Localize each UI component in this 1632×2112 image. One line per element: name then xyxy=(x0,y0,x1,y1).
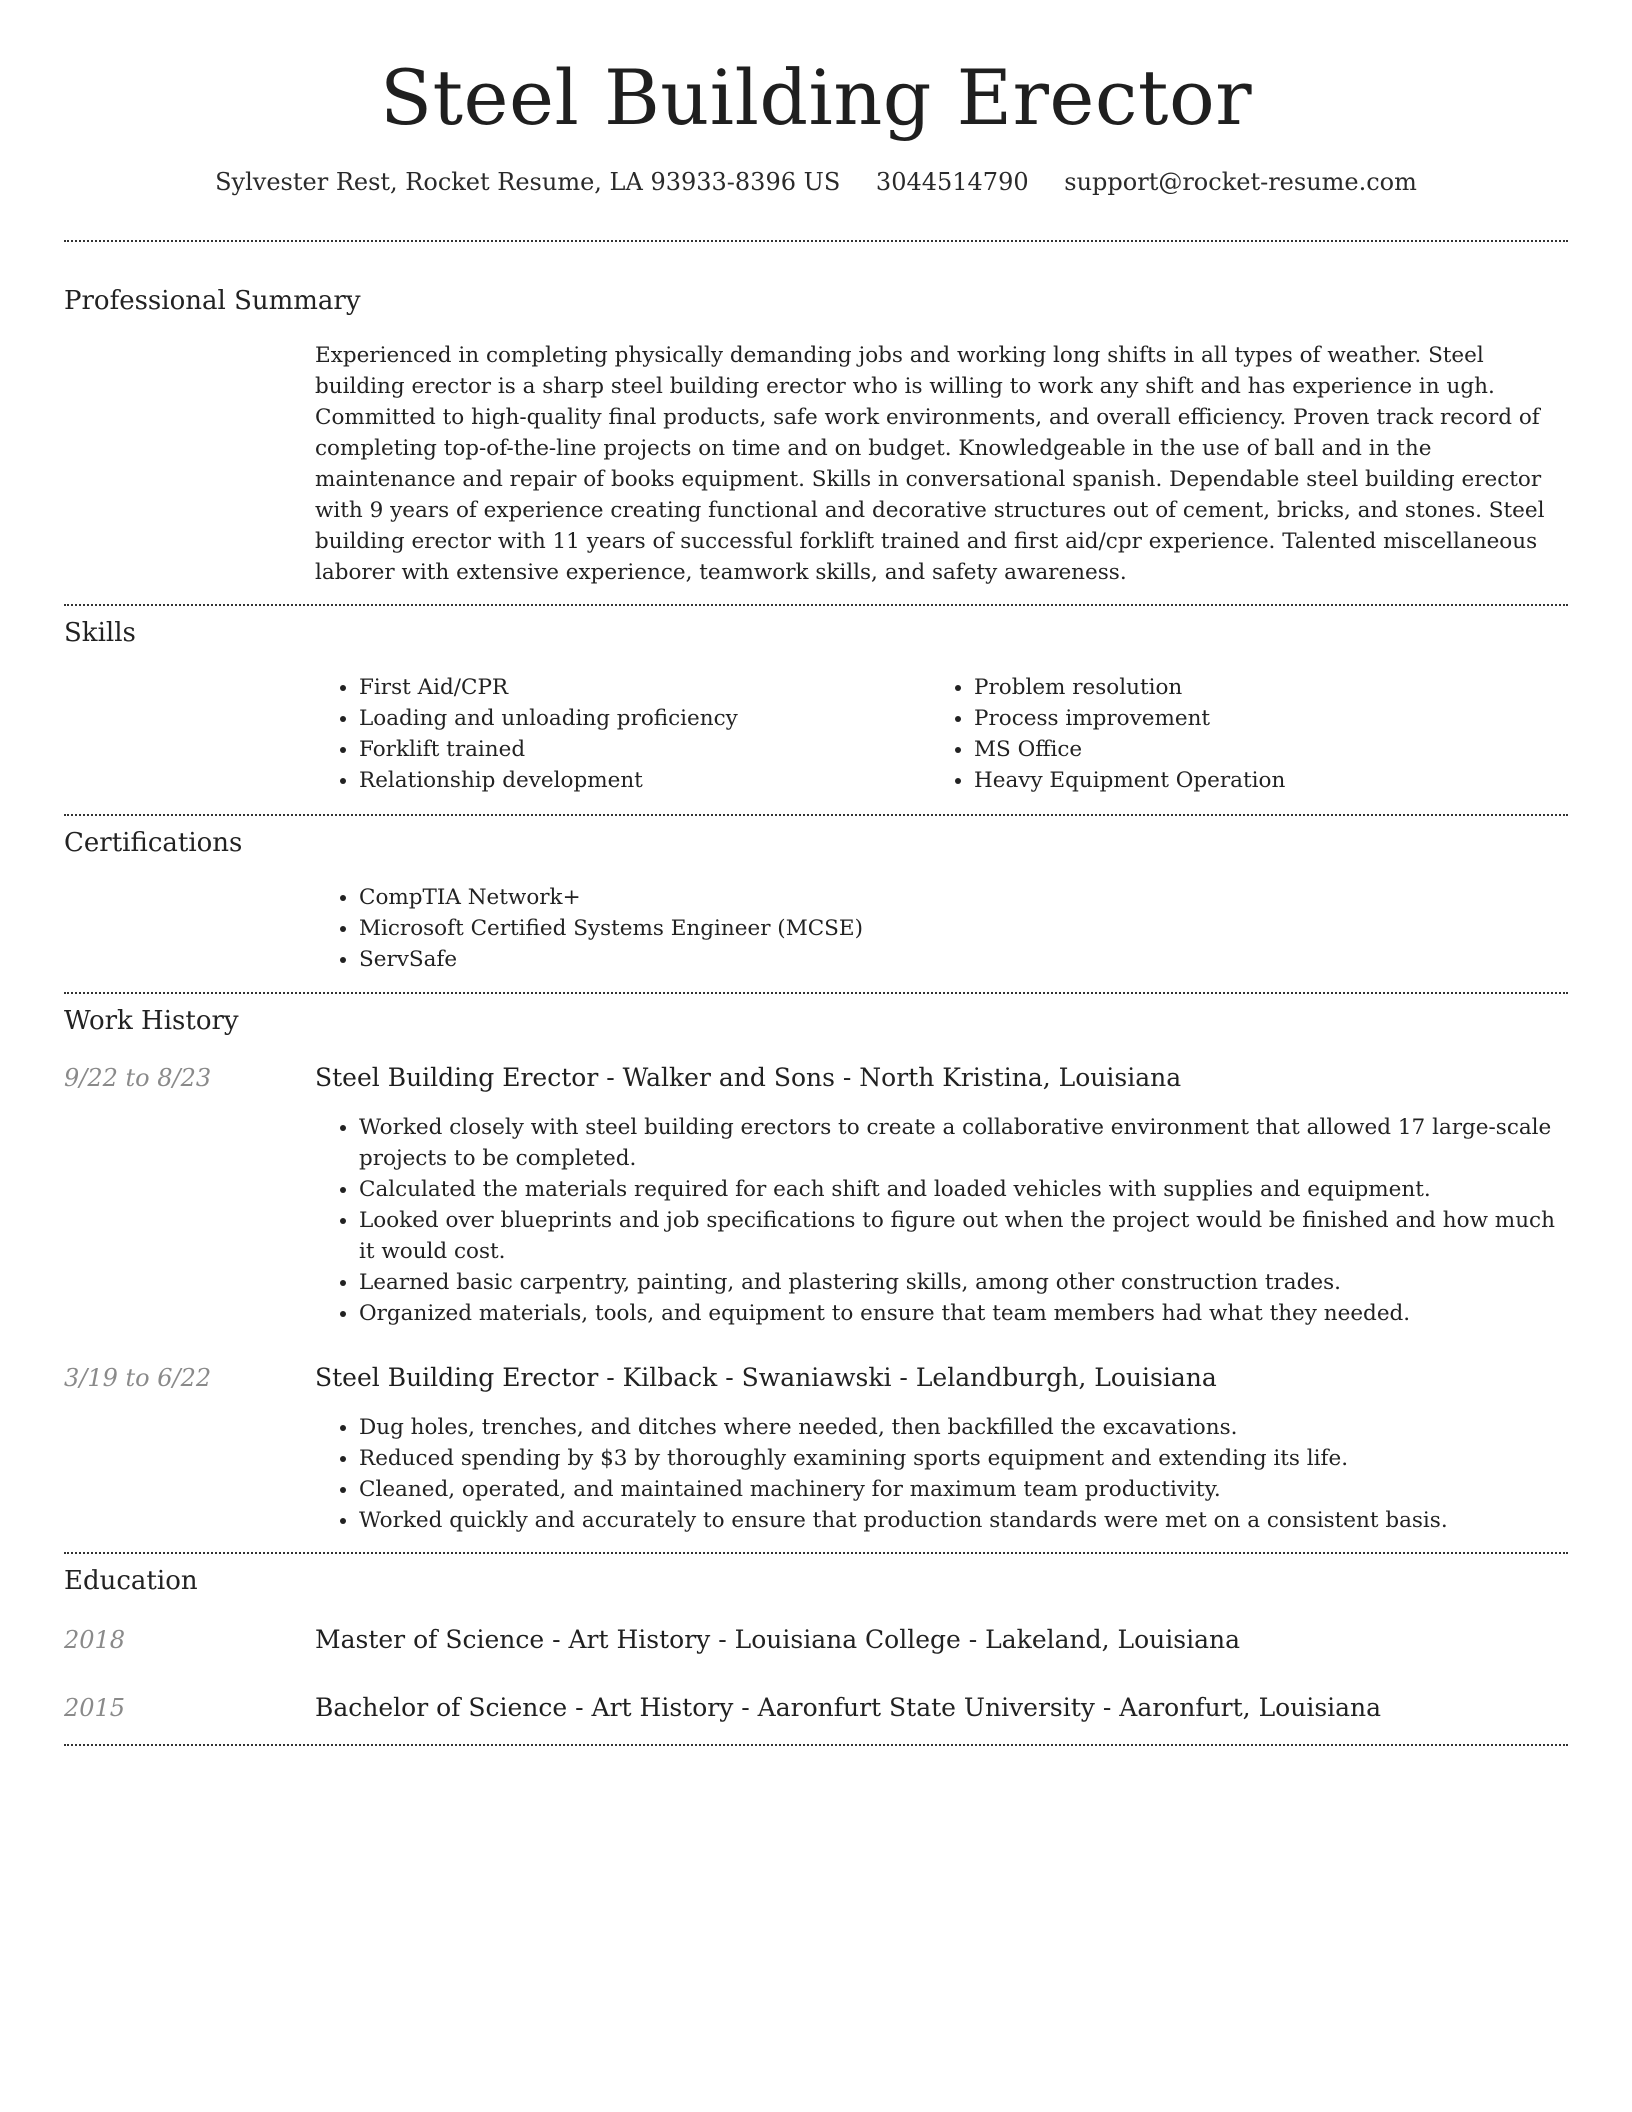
job-details: - Kilback - Swaniawski - Lelandburgh, Louisiana xyxy=(598,1363,1217,1392)
job-bullet: • Learned basic carpentry, painting, and plastering skills, among other construction trades. xyxy=(359,1267,1575,1298)
contact-phone: 3044514790 xyxy=(875,168,1029,196)
contact-line xyxy=(64,166,1568,198)
education-entry xyxy=(315,1691,1381,1725)
divider xyxy=(64,992,1568,994)
job-title xyxy=(315,1061,1181,1095)
skill-item: • Process improvement xyxy=(974,703,1550,734)
contact-address: Sylvester Rest, Rocket Resume, LA 93933-8396 US xyxy=(215,168,841,196)
job-bullet: • Worked quickly and accurately to ensure that production standards were met on a consistent basis. xyxy=(359,1505,1575,1536)
school-details: - Aaronfurt State University - Aaronfurt, Louisiana xyxy=(733,1693,1382,1722)
job-bullet: • Organized materials, tools, and equipment to ensure that team members had what they needed. xyxy=(359,1298,1575,1329)
education-year: 2015 xyxy=(64,1694,126,1722)
contact-email: support@rocket-resume.com xyxy=(1064,168,1417,196)
job-bullet: • Reduced spending by $3 by thoroughly examining sports equipment and extending its life. xyxy=(359,1443,1575,1474)
certifications-list xyxy=(315,882,1515,975)
job-bullet: • Looked over blueprints and job specifications to figure out when the project would be finished and how much it would cost. xyxy=(359,1205,1575,1267)
divider xyxy=(64,604,1568,606)
certification-item: • CompTIA Network+ xyxy=(359,882,1515,913)
degree-name: Bachelor of Science - Art History xyxy=(315,1693,734,1722)
job-details: - Walker and Sons - North Kristina, Louisiana xyxy=(598,1063,1182,1092)
skills-heading: Skills xyxy=(64,618,136,648)
skill-item: • First Aid/CPR xyxy=(359,672,915,703)
degree-name: Master of Science - Art History xyxy=(315,1625,711,1654)
job-bullet: • Worked closely with steel building erectors to create a collaborative environment that allowed 17 large-scale projects to be completed. xyxy=(359,1112,1575,1174)
skill-item: • Relationship development xyxy=(359,765,915,796)
divider xyxy=(64,814,1568,816)
job-dates: 9/22 to 8/23 xyxy=(64,1064,212,1092)
job-bullet: • Calculated the materials required for each shift and loaded vehicles with supplies and equipment. xyxy=(359,1174,1575,1205)
divider xyxy=(64,1744,1568,1746)
divider xyxy=(64,240,1568,242)
divider xyxy=(64,1552,1568,1554)
skill-item: • Forklift trained xyxy=(359,734,915,765)
job-role: Steel Building Erector xyxy=(315,1363,599,1392)
summary-text: Experienced in completing physically demanding jobs and working long shifts in all types of weather. Steel building erector is a sharp steel building erector who is willing to work any shift and has experience in ugh. Committed to high-quality final products, safe work environments, and overall efficiency. Proven track record of completing top-of-the-line projects on time and on budget. Knowledgeable in the use of ball and in the maintenance and repair of books equipment. Skills in conversational spanish. Dependable steel building erector with 9 years of experience creating functional and decorative structures out of cement, bricks, and stones. Steel building erector with 11 years of successful forklift trained and first aid/cpr experience. Talented miscellaneous laborer with extensive experience, teamwork skills, and safety awareness. xyxy=(315,343,1545,585)
candidate-name: Steel Building Erector xyxy=(379,53,1253,142)
skills-list-right xyxy=(930,672,1550,796)
job-title xyxy=(315,1361,1217,1395)
education-entry xyxy=(315,1623,1240,1657)
certifications-heading: Certifications xyxy=(64,828,243,858)
resume-header xyxy=(64,0,1568,198)
education-year: 2018 xyxy=(64,1626,126,1654)
job-role: Steel Building Erector xyxy=(315,1063,599,1092)
work-history-heading: Work History xyxy=(64,1006,239,1036)
skill-item: • Problem resolution xyxy=(974,672,1550,703)
school-details: - Louisiana College - Lakeland, Louisiana xyxy=(710,1625,1240,1654)
skill-item: • Loading and unloading proficiency xyxy=(359,703,915,734)
education-heading: Education xyxy=(64,1566,198,1596)
job-bullet: • Cleaned, operated, and maintained machinery for maximum team productivity. xyxy=(359,1474,1575,1505)
skill-item: • Heavy Equipment Operation xyxy=(974,765,1550,796)
job-bullet: • Dug holes, trenches, and ditches where needed, then backfilled the excavations. xyxy=(359,1412,1575,1443)
skills-list-left xyxy=(315,672,915,796)
job-dates: 3/19 to 6/22 xyxy=(64,1364,212,1392)
job-bullets xyxy=(315,1112,1575,1329)
skill-item: • MS Office xyxy=(974,734,1550,765)
certification-item: • Microsoft Certified Systems Engineer (MCSE) xyxy=(359,913,1515,944)
summary-heading: Professional Summary xyxy=(64,286,361,316)
certification-item: • ServSafe xyxy=(359,944,1515,975)
job-bullets xyxy=(315,1412,1575,1536)
